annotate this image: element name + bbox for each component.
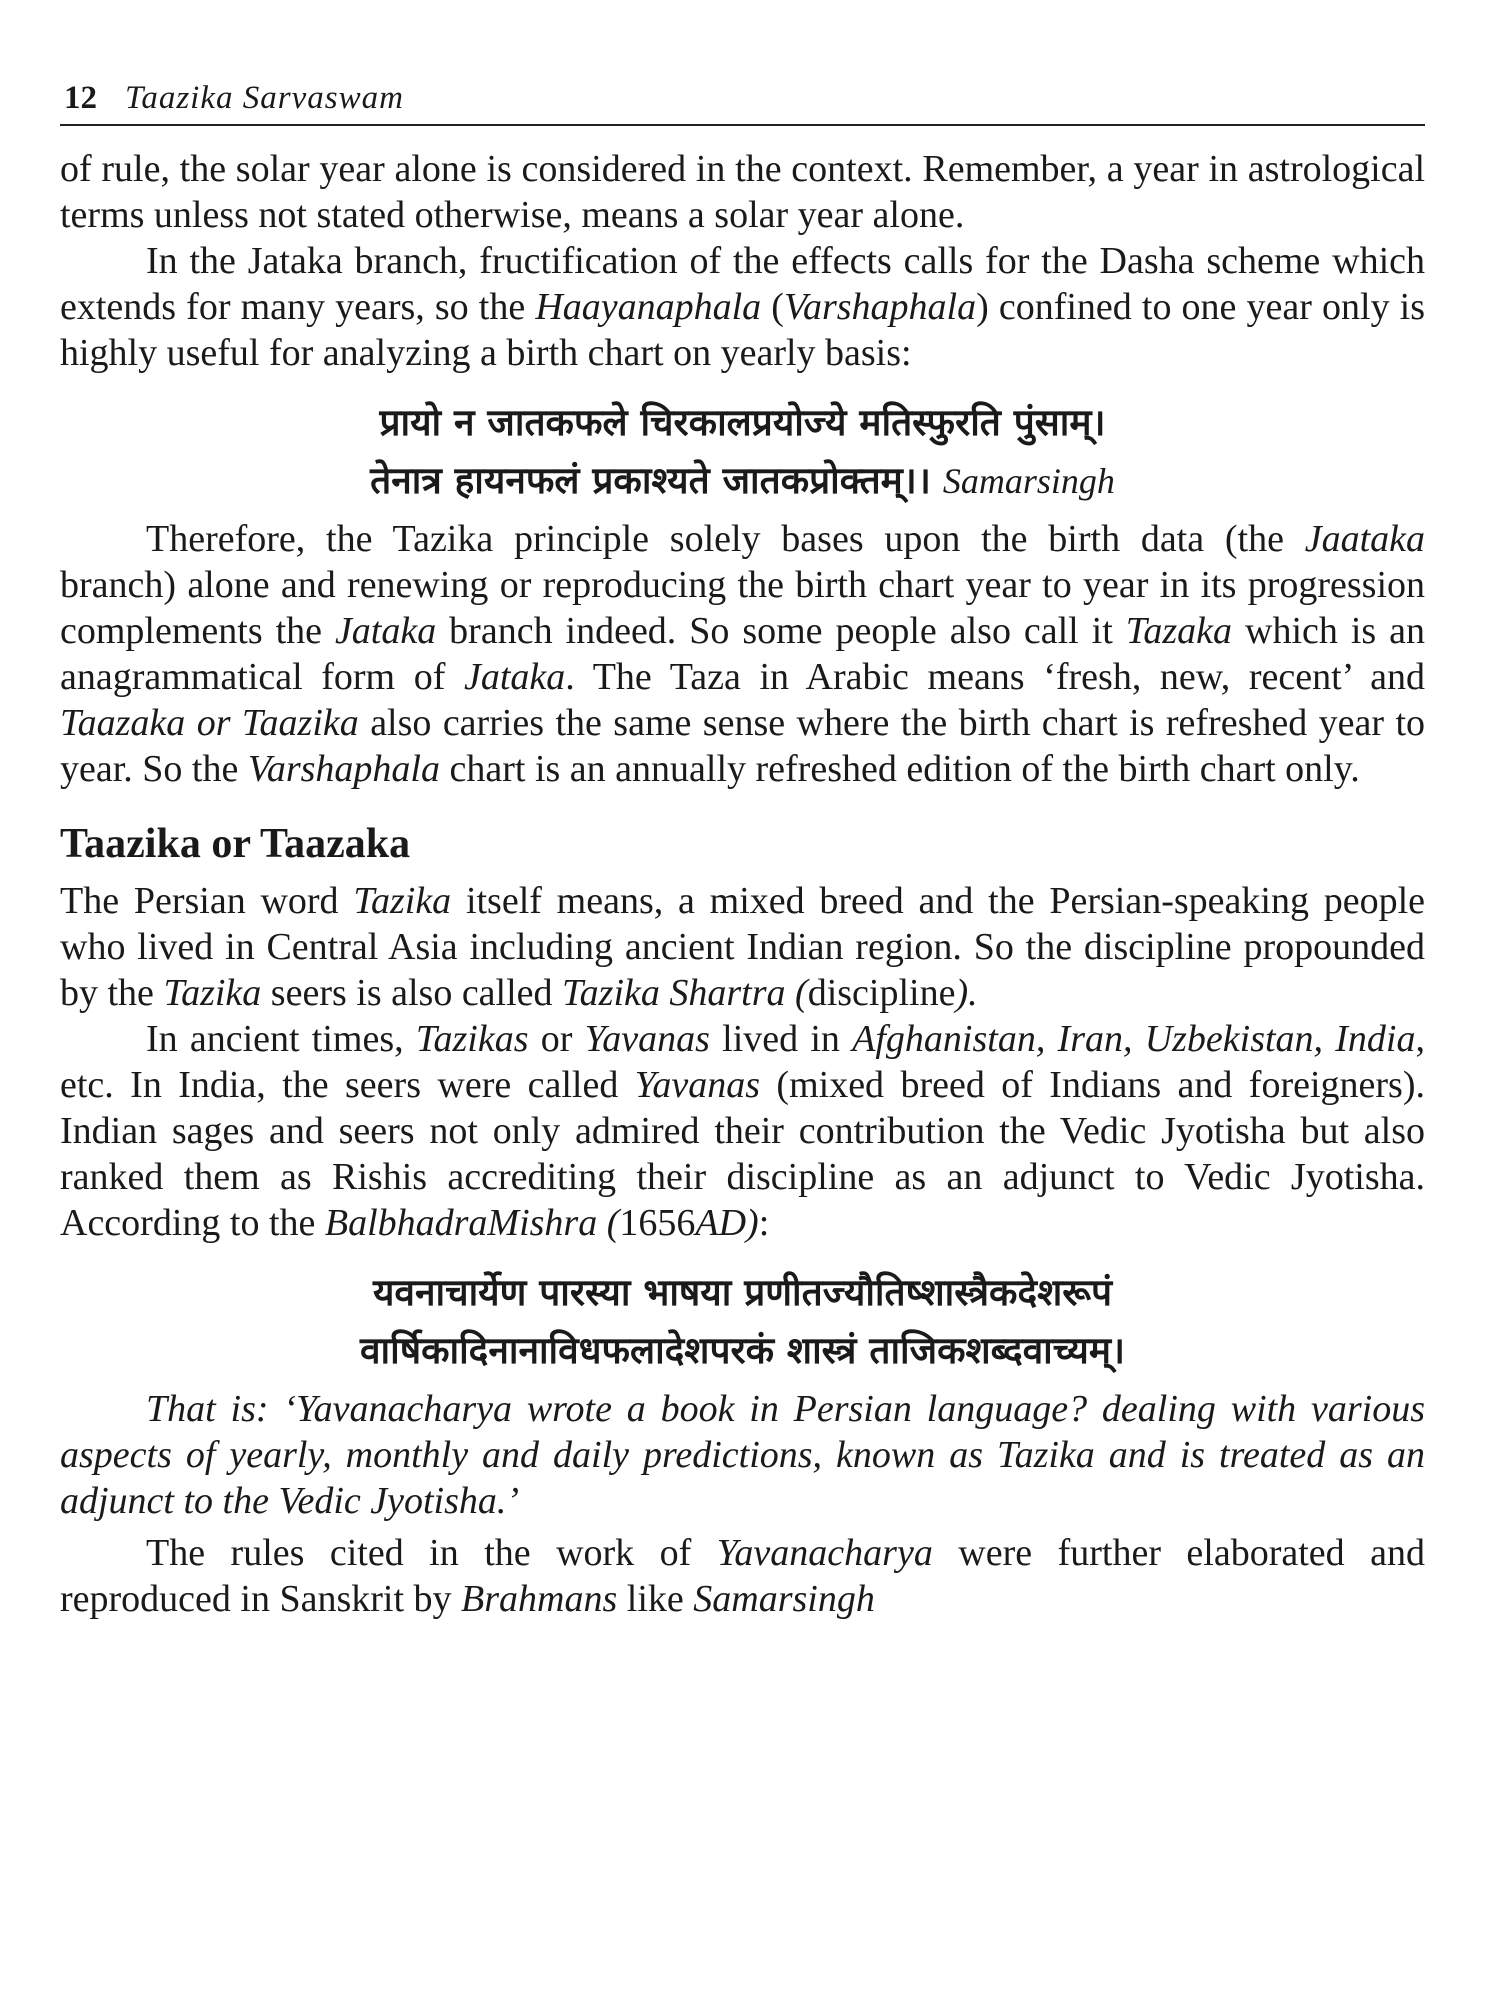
book-title: Taazika Sarvaswam	[125, 80, 404, 116]
paragraph-solar-year: of rule, the solar year alone is considered in the context. Remember, a year in astrological terms unless not stated otherwise, means a solar year alone.	[60, 148, 1425, 236]
sanskrit-verse-balbhadra	[60, 1264, 1425, 1380]
verse-source: Samarsingh	[942, 461, 1115, 501]
paragraph-rules-cited: The rules cited in the work of Yavanacharya were further elaborated and reproduced in Sanskrit by Brahmans like Samarsingh	[60, 1532, 1425, 1620]
paragraph-ancient-times: In ancient times, Tazikas or Yavanas lived in Afghanistan, Iran, Uzbekistan, India, etc. In India, the seers were called Yavanas (mixed breed of Indians and foreigners). Indian sages and seers not only admired their contribution the Vedic Jyotisha but also ranked them as Rishis accrediting their discipline as an adjunct to Vedic Jyotisha. According to the BalbhadraMishra (1656AD):	[60, 1018, 1426, 1244]
paragraph-tazika-principle: Therefore, the Tazika principle solely bases upon the birth data (the Jaataka branch) alone and renewing or reproducing the birth chart year to year in its progression complements the Jataka branch indeed. So some people also call it Tazaka which is an anagrammatical form of Jataka. The Taza in Arabic means ‘fresh, new, recent’ and Taazaka or Taazika also carries the same sense where the birth chart is refreshed year to year. So the Varshaphala chart is an annually refreshed edition of the birth chart only.	[60, 518, 1425, 790]
book-page	[60, 80, 1425, 1622]
section-heading: Taazika or Taazaka	[60, 821, 411, 867]
paragraph-persian-word: The Persian word Tazika itself means, a mixed breed and the Persian-speaking people who lived in Central Asia including ancient Indian region. So the discipline propounded by the Tazika seers is also called Tazika Shartra (discipline).	[60, 880, 1425, 1014]
verse-line: प्रायो न जातकफले चिरकालप्रयोज्ये मतिस्फुरति पुंसाम्।	[379, 401, 1106, 444]
paragraph-translation: That is: ‘Yavanacharya wrote a book in Persian language? dealing with various aspects of yearly, monthly and daily predictions, known as Tazika and is treated as an adjunct to the Vedic Jyotisha.’	[60, 1388, 1425, 1522]
page-number: 12	[64, 80, 97, 116]
verse-line: वार्षिकादिनानाविधफलादेशपरकं शास्त्रं ताजिकशब्दवाच्यम्।	[359, 1329, 1126, 1372]
paragraph-jataka-branch: In the Jataka branch, fructification of the effects calls for the Dasha scheme which extends for many years, so the Haayanaphala (Varshaphala) confined to one year only is highly useful for analyzing a birth chart on yearly basis:	[60, 240, 1426, 374]
sanskrit-verse-samarsingh	[60, 394, 1425, 510]
running-header	[60, 80, 1425, 126]
verse-line: यवनाचार्येण पारस्या भाषया प्रणीतज्यौतिष्शास्त्रैकदेशरूपं	[372, 1271, 1113, 1314]
verse-line: तेनात्र हायनफलं प्रकाश्यते जातकप्रोक्तम्।। Samarsingh	[370, 459, 1115, 502]
